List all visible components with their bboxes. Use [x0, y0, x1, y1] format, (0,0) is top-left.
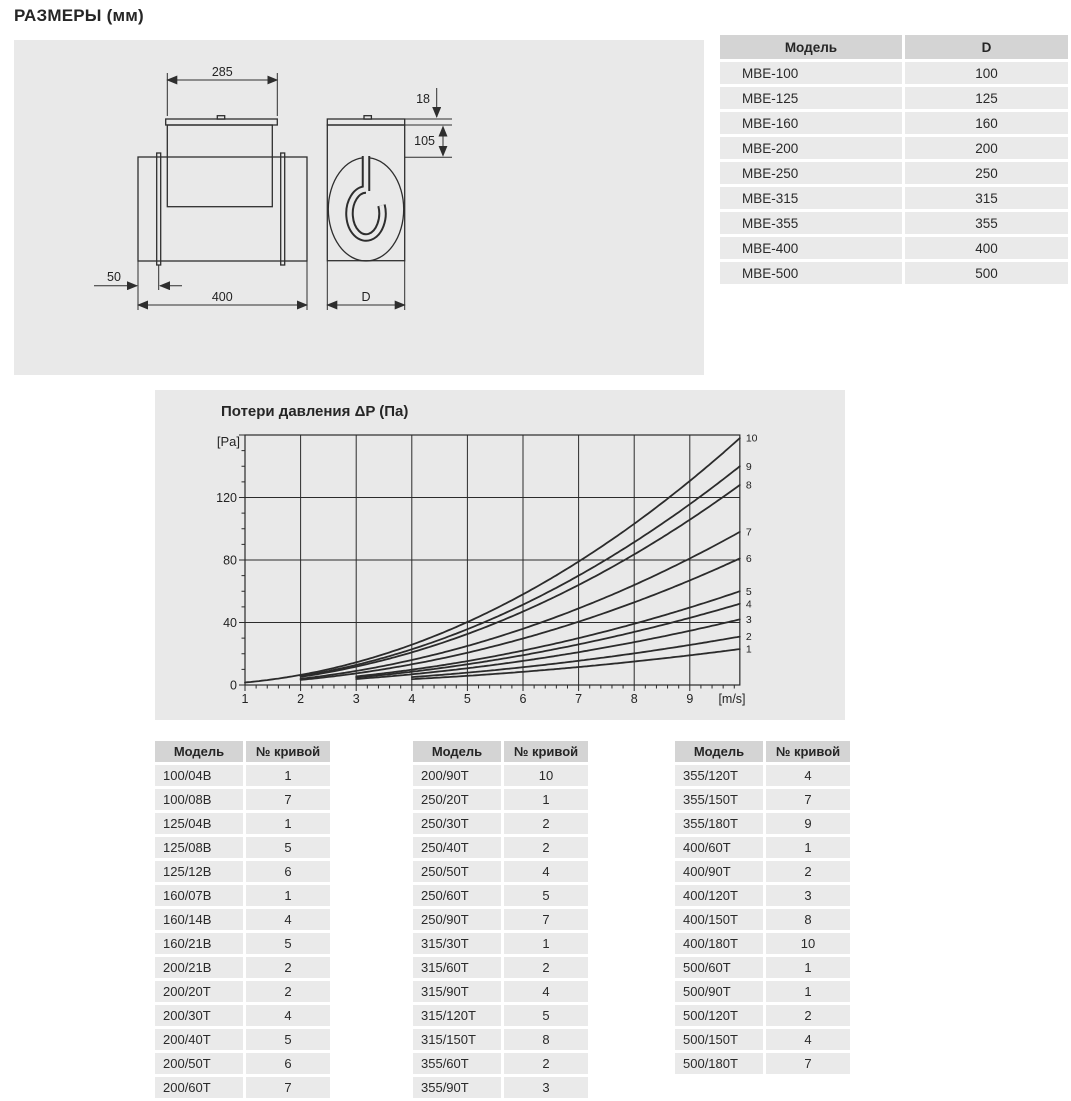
value-cell: 7	[246, 1077, 330, 1098]
model-cell: 500/150T	[675, 1029, 763, 1050]
table-row	[675, 933, 850, 954]
value-cell: 2	[766, 1005, 850, 1026]
table-row	[675, 789, 850, 810]
table-row	[720, 187, 1068, 209]
value-cell: 3	[504, 1077, 588, 1098]
curve-label-4: 4	[745, 598, 752, 611]
model-cell: 355/60T	[413, 1053, 501, 1074]
model-cell: 500/60T	[675, 957, 763, 978]
model-cell: 355/150T	[675, 789, 763, 810]
dimensions-drawing-panel	[14, 40, 704, 375]
value-cell: 2	[246, 957, 330, 978]
table-row	[675, 909, 850, 930]
table-row	[155, 909, 330, 930]
dim-label-50: 50	[107, 270, 121, 284]
value-cell: 2	[504, 837, 588, 858]
curve-label-1: 1	[745, 643, 752, 656]
x-tick-label: 4	[408, 692, 416, 706]
value-cell: 2	[504, 957, 588, 978]
value-cell: 5	[504, 1005, 588, 1026]
value-cell: 5	[504, 885, 588, 906]
value-cell: 9	[766, 813, 850, 834]
value-cell: 2	[246, 981, 330, 1002]
model-cell: 500/120T	[675, 1005, 763, 1026]
curve-label-3: 3	[745, 613, 752, 626]
value-cell: 8	[504, 1029, 588, 1050]
model-cell: 315/90T	[413, 981, 501, 1002]
column-header: D	[905, 35, 1068, 59]
pressure-loss-chart	[155, 390, 845, 720]
model-cell: 160/14B	[155, 909, 243, 930]
table-row	[720, 137, 1068, 159]
model-cell: МВЕ-100	[720, 62, 902, 84]
model-cell: 355/180T	[675, 813, 763, 834]
model-cell: 200/60T	[155, 1077, 243, 1098]
model-cell: 315/120T	[413, 1005, 501, 1026]
model-cell: 200/20T	[155, 981, 243, 1002]
model-cell: 315/150T	[413, 1029, 501, 1050]
column-header: Модель	[155, 741, 243, 762]
table-row	[413, 933, 588, 954]
front-view	[138, 116, 307, 265]
model-cell: 400/180T	[675, 933, 763, 954]
curve-2	[412, 637, 740, 678]
column-header: № кривой	[504, 741, 588, 762]
value-cell: 5	[246, 933, 330, 954]
table-row	[720, 62, 1068, 84]
duct-heater-drawing	[14, 40, 704, 375]
model-cell: 355/90T	[413, 1077, 501, 1098]
y-tick-label: 120	[216, 491, 237, 505]
value-cell: 355	[905, 212, 1068, 234]
dim-label-400: 400	[211, 290, 233, 304]
value-cell: 4	[504, 861, 588, 882]
table-row	[675, 861, 850, 882]
table-row	[675, 957, 850, 978]
curve-label-9: 9	[745, 460, 752, 473]
model-cell: 125/08B	[155, 837, 243, 858]
value-cell: 6	[246, 1053, 330, 1074]
value-cell: 5	[246, 837, 330, 858]
model-cell: 500/180T	[675, 1053, 763, 1074]
value-cell: 4	[504, 981, 588, 1002]
table-row	[155, 861, 330, 882]
model-cell: 200/90T	[413, 765, 501, 786]
table-row	[720, 162, 1068, 184]
value-cell: 1	[766, 837, 850, 858]
model-cell: МВЕ-315	[720, 187, 902, 209]
model-cell: 160/07B	[155, 885, 243, 906]
x-tick-label: 5	[463, 692, 471, 706]
value-cell: 2	[504, 813, 588, 834]
table-row	[720, 262, 1068, 284]
value-cell: 500	[905, 262, 1068, 284]
heating-element	[349, 154, 382, 238]
value-cell: 1	[504, 789, 588, 810]
table-row	[720, 87, 1068, 109]
model-cell: МВЕ-355	[720, 212, 902, 234]
value-cell: 160	[905, 112, 1068, 134]
value-cell: 1	[504, 933, 588, 954]
model-cell: МВЕ-160	[720, 112, 902, 134]
value-cell: 7	[504, 909, 588, 930]
model-cell: 125/12B	[155, 861, 243, 882]
value-cell: 1	[246, 885, 330, 906]
chart-title: Потери давления ΔP (Па)	[221, 403, 409, 420]
curve-label-2: 2	[745, 631, 752, 644]
x-tick-label: 6	[519, 692, 527, 706]
model-cell: 100/04B	[155, 765, 243, 786]
table-row	[413, 957, 588, 978]
y-tick-label: 40	[223, 616, 237, 630]
x-axis-unit-label: [m/s]	[718, 692, 746, 706]
curve-label-7: 7	[745, 526, 752, 539]
model-cell: 250/50T	[413, 861, 501, 882]
table-row	[675, 1005, 850, 1026]
x-tick-label: 1	[241, 692, 249, 706]
table-row	[413, 813, 588, 834]
value-cell: 4	[246, 909, 330, 930]
value-cell: 4	[246, 1005, 330, 1026]
curve-table-1	[152, 738, 333, 1101]
dim-label-D: D	[361, 290, 371, 304]
model-cell: 315/30T	[413, 933, 501, 954]
model-cell: МВЕ-125	[720, 87, 902, 109]
value-cell: 1	[246, 765, 330, 786]
model-cell: 400/90T	[675, 861, 763, 882]
table-row	[720, 112, 1068, 134]
model-cell: 250/60T	[413, 885, 501, 906]
table-row	[413, 1005, 588, 1026]
dim-label-285: 285	[211, 65, 233, 79]
value-cell: 200	[905, 137, 1068, 159]
table-row	[155, 1053, 330, 1074]
x-tick-label: 2	[297, 692, 305, 706]
table-row	[675, 1053, 850, 1074]
model-cell: 355/120T	[675, 765, 763, 786]
value-cell: 100	[905, 62, 1068, 84]
y-tick-label: 80	[223, 553, 237, 568]
x-tick-label: 3	[352, 692, 360, 706]
table-row	[155, 981, 330, 1002]
curve-label-6: 6	[745, 552, 752, 565]
curve-label-10: 10	[745, 432, 758, 445]
x-tick-label: 7	[575, 692, 583, 706]
dimension-lines	[94, 73, 452, 310]
value-cell: 2	[766, 861, 850, 882]
value-cell: 4	[766, 1029, 850, 1050]
dim-label-18: 18	[416, 92, 430, 106]
column-header: Модель	[675, 741, 763, 762]
table-row	[413, 765, 588, 786]
table-row	[155, 957, 330, 978]
model-cell: 250/30T	[413, 813, 501, 834]
curve-label-5: 5	[745, 585, 752, 598]
table-row	[413, 789, 588, 810]
value-cell: 400	[905, 237, 1068, 259]
model-cell: 125/04B	[155, 813, 243, 834]
table-row	[413, 1077, 588, 1098]
table-row	[155, 813, 330, 834]
table-row	[413, 861, 588, 882]
table-row	[155, 933, 330, 954]
model-cell: 400/120T	[675, 885, 763, 906]
table-row	[720, 212, 1068, 234]
table-row	[155, 789, 330, 810]
x-tick-label: 9	[686, 692, 694, 706]
table-row	[413, 981, 588, 1002]
table-row	[413, 909, 588, 930]
table-row	[413, 885, 588, 906]
table-row	[675, 765, 850, 786]
value-cell: 2	[504, 1053, 588, 1074]
model-cell: 400/60T	[675, 837, 763, 858]
dim-label-105: 105	[414, 134, 435, 148]
curve-table-3	[672, 738, 853, 1077]
value-cell: 10	[504, 765, 588, 786]
model-cell: 250/20T	[413, 789, 501, 810]
y-axis-unit-label: [Pa]	[216, 434, 240, 449]
value-cell: 10	[766, 933, 850, 954]
value-cell: 6	[246, 861, 330, 882]
table-row	[155, 837, 330, 858]
model-cell: 200/21B	[155, 957, 243, 978]
table-row	[155, 1077, 330, 1098]
x-tick-label: 8	[630, 692, 638, 706]
model-cell: 200/30T	[155, 1005, 243, 1026]
table-row	[720, 237, 1068, 259]
model-cell: 250/40T	[413, 837, 501, 858]
model-cell: 400/150T	[675, 909, 763, 930]
model-cell: МВЕ-200	[720, 137, 902, 159]
table-row	[155, 765, 330, 786]
table-row	[675, 837, 850, 858]
table-row	[413, 1053, 588, 1074]
model-cell: 315/60T	[413, 957, 501, 978]
table-row	[413, 837, 588, 858]
value-cell: 7	[766, 789, 850, 810]
page-title: РАЗМЕРЫ (мм)	[14, 6, 144, 25]
value-cell: 1	[766, 957, 850, 978]
value-cell: 125	[905, 87, 1068, 109]
table-row	[155, 1029, 330, 1050]
table-row	[155, 1005, 330, 1026]
model-cell: 200/40T	[155, 1029, 243, 1050]
curve-label-8: 8	[745, 479, 752, 492]
value-cell: 7	[766, 1053, 850, 1074]
model-cell: 200/50T	[155, 1053, 243, 1074]
table-row	[155, 885, 330, 906]
pressure-loss-chart-panel	[155, 390, 845, 720]
column-header: № кривой	[246, 741, 330, 762]
model-cell: 500/90T	[675, 981, 763, 1002]
model-cell: 160/21B	[155, 933, 243, 954]
model-cell: 100/08B	[155, 789, 243, 810]
value-cell: 8	[766, 909, 850, 930]
model-cell: МВЕ-500	[720, 262, 902, 284]
model-cell: 250/90T	[413, 909, 501, 930]
curve-4	[356, 604, 740, 678]
column-header: Модель	[413, 741, 501, 762]
model-cell: МВЕ-250	[720, 162, 902, 184]
value-cell: 250	[905, 162, 1068, 184]
value-cell: 5	[246, 1029, 330, 1050]
value-cell: 7	[246, 789, 330, 810]
column-header: Модель	[720, 35, 902, 59]
column-header: № кривой	[766, 741, 850, 762]
value-cell: 1	[246, 813, 330, 834]
table-row	[675, 885, 850, 906]
value-cell: 3	[766, 885, 850, 906]
model-cell: МВЕ-400	[720, 237, 902, 259]
table-row	[675, 813, 850, 834]
table-row	[675, 1029, 850, 1050]
value-cell: 1	[766, 981, 850, 1002]
value-cell: 315	[905, 187, 1068, 209]
curve-table-2	[410, 738, 591, 1101]
table-row	[675, 981, 850, 1002]
model-diameter-table	[717, 32, 1071, 287]
y-tick-label: 0	[230, 678, 237, 693]
value-cell: 4	[766, 765, 850, 786]
table-row	[413, 1029, 588, 1050]
